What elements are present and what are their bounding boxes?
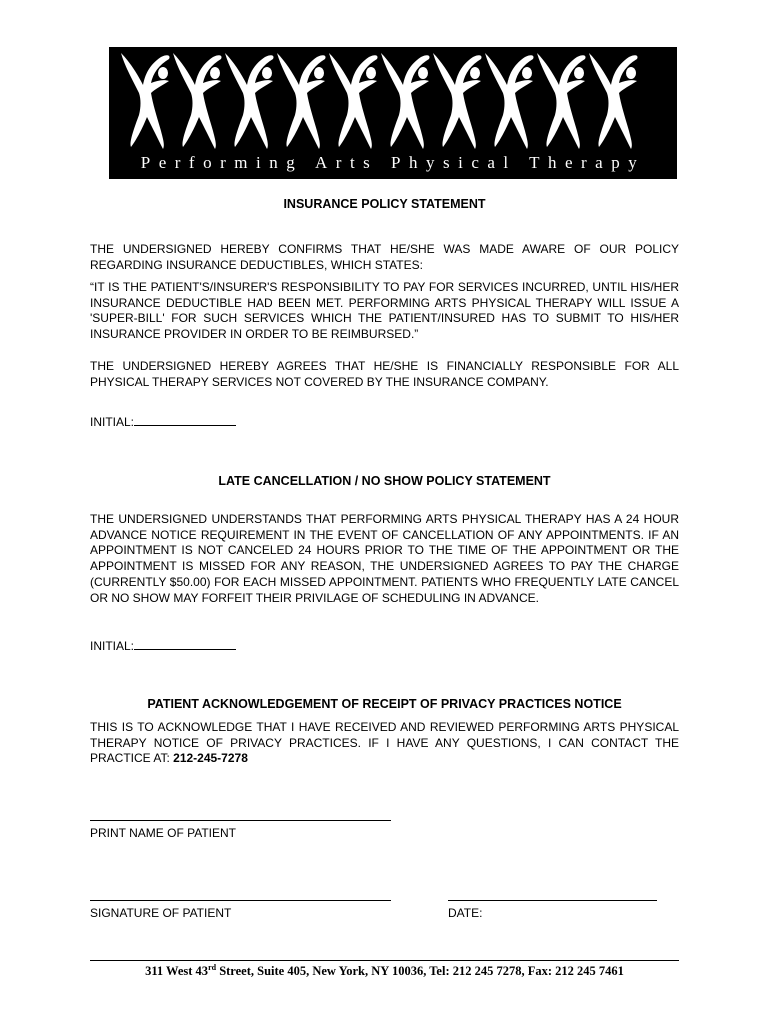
cancellation-heading: LATE CANCELLATION / NO SHOW POLICY STATEMENT <box>218 474 551 488</box>
privacy-body-text: THIS IS TO ACKNOWLEDGE THAT I HAVE RECEIVED AND REVIEWED PERFORMING ARTS PHYSICAL THERAPY NOTICE OF PRIVACY PRACTICES. IF I HAVE ANY QUESTIONS, I CAN CONTACT THE PRACTICE AT: <box>90 720 679 766</box>
signature-label: SIGNATURE OF PATIENT <box>90 906 232 920</box>
footer-address-start: 311 West 43 <box>145 964 209 979</box>
leaping-dancer-icon <box>537 53 586 149</box>
footer-divider <box>90 960 679 961</box>
cancellation-initial <box>90 637 236 653</box>
logo-text: Performing Arts Physical Therapy <box>140 153 646 172</box>
insurance-quote: “IT IS THE PATIENT'S/INSURER'S RESPONSIBILITY TO PAY FOR SERVICES INCURRED, UNTIL HIS/HER INSURANCE DEDUCTIBLE HAD BEEN MET. PERFORMING ARTS PHYSICAL THERAPY WILL ISSUE A 'SUPER-BILL' FOR SUCH SERVICES WHICH THE PATIENT/INSURED HAS TO SUBMIT TO HIS/HER INSURANCE PROVIDER IN ORDER TO BE REIMBURSED.” <box>90 280 679 342</box>
insurance-initial <box>90 413 236 429</box>
leaping-dancer-icon <box>329 53 378 149</box>
privacy-body <box>90 720 679 767</box>
leaping-dancer-icon <box>433 53 482 149</box>
leaping-dancer-icon <box>485 53 534 149</box>
cancellation-body: THE UNDERSIGNED UNDERSTANDS THAT PERFORMING ARTS PHYSICAL THERAPY HAS A 24 HOUR ADVANCE NOTICE REQUIREMENT IN THE EVENT OF CANCELLATION OF ANY APPOINTMENTS. IF AN APPOINTMENT IS NOT CANCELED 24 HOURS PRIOR TO THE TIME OF THE APPOINTMENT OR THE APPOINTMENT IS MISSED FOR ANY REASON, THE UNDERSIGNED AGREES TO PAY THE CHARGE (CURRENTLY $50.00) FOR EACH MISSED APPOINTMENT. PATIENTS WHO FREQUENTLY LATE CANCEL OR NO SHOW MAY FORFEIT THEIR PRIVILAGE OF SCHEDULING IN ADVANCE. <box>90 512 679 605</box>
insurance-agreement: THE UNDERSIGNED HEREBY AGREES THAT HE/SHE IS FINANCIALLY RESPONSIBLE FOR ALL PHYSICAL THERAPY SERVICES NOT COVERED BY THE INSURANCE COMPANY. <box>90 359 679 389</box>
logo-banner <box>109 47 677 179</box>
insurance-initial-field[interactable] <box>134 413 236 426</box>
date-field[interactable] <box>448 900 657 901</box>
print-name-field[interactable] <box>90 820 391 821</box>
leaping-dancer-icon <box>277 53 326 149</box>
initial-label: INITIAL: <box>90 415 135 429</box>
footer-superscript: rd <box>208 963 217 972</box>
insurance-intro: THE UNDERSIGNED HEREBY CONFIRMS THAT HE/SHE WAS MADE AWARE OF OUR POLICY REGARDING INSURANCE DEDUCTIBLES, WHICH STATES: <box>90 242 679 272</box>
footer-address <box>90 963 679 979</box>
leaping-dancer-icon <box>589 53 638 149</box>
practice-phone: 212-245-7278 <box>173 751 248 766</box>
leaping-dancer-icon <box>225 53 274 149</box>
date-label: DATE: <box>448 906 483 920</box>
cancellation-initial-field[interactable] <box>134 637 236 650</box>
initial-label: INITIAL: <box>90 639 135 653</box>
print-name-label: PRINT NAME OF PATIENT <box>90 826 237 840</box>
insurance-heading: INSURANCE POLICY STATEMENT <box>283 197 486 211</box>
leaping-dancer-icon <box>121 53 170 149</box>
footer-address-end: Street, Suite 405, New York, NY 10036, Tel: 212 245 7278, Fax: 212 245 7461 <box>216 964 624 979</box>
privacy-heading: PATIENT ACKNOWLEDGEMENT OF RECEIPT OF PRIVACY PRACTICES NOTICE <box>147 697 622 711</box>
signature-field[interactable] <box>90 900 391 901</box>
leaping-dancer-icon <box>381 53 430 149</box>
leaping-dancer-icon <box>173 53 222 149</box>
